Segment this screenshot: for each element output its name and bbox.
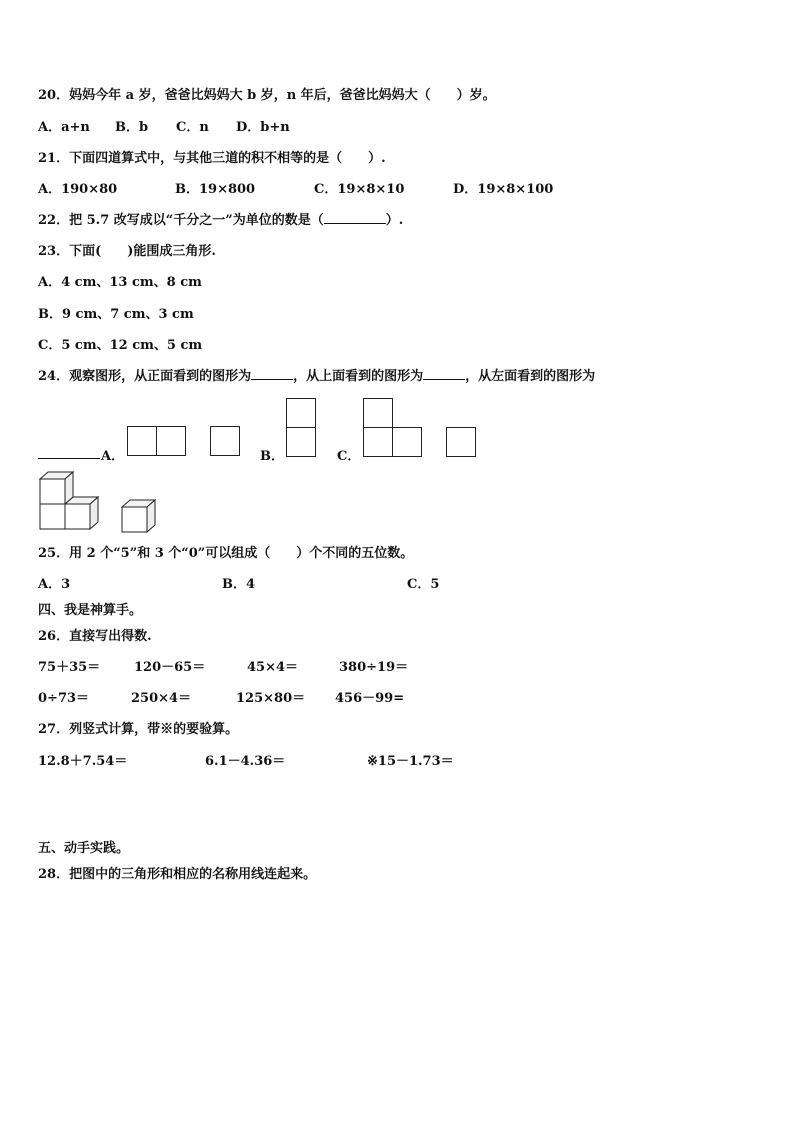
q23-option-a: A．4 cm、13 cm、8 cm [38, 275, 202, 290]
q26-r2-1: 0÷73＝ [38, 691, 90, 706]
q24-left-blank[interactable] [38, 446, 100, 459]
q20-option-b: B．b [115, 120, 149, 135]
q25-stem: 25．用 2 个“5”和 3 个“0”可以组成（ ）个不同的五位数。 [38, 546, 414, 561]
q26-r1-1: 75＋35＝ [38, 660, 101, 675]
q20-option-c: C．n [176, 120, 209, 135]
q21-option-c: C．19×8×10 [314, 182, 405, 197]
q25-option-b: B．4 [222, 577, 256, 592]
section-4-heading: 四、我是神算手。 [38, 603, 143, 618]
q22-answer-blank[interactable] [324, 211, 386, 224]
q24-single-cube-figure [120, 498, 160, 534]
q28-stem: 28．把图中的三角形和相应的名称用线连起来。 [38, 867, 317, 882]
q27-item-3: ※15－1.73＝ [367, 754, 454, 769]
q23-stem: 23．下面( )能围成三角形. [38, 244, 216, 259]
q26-r2-3: 125×80＝ [236, 691, 306, 706]
section-5-heading: 五、动手实践。 [38, 841, 130, 856]
q22-stem [38, 209, 403, 228]
q23-option-b: B．9 cm、7 cm、3 cm [38, 307, 194, 322]
q21-option-b: B．19×800 [175, 182, 256, 197]
q26-r1-3: 45×4＝ [247, 660, 299, 675]
q24-figure-a-one-square [210, 426, 240, 456]
q25-option-c: C．5 [407, 577, 440, 592]
q24-part1: 24．观察图形，从正面看到的图形为 [38, 369, 252, 384]
q25-option-a: A．3 [38, 577, 71, 592]
q26-r2-4: 456－99= [335, 691, 405, 706]
q26-r1-2: 120－65＝ [134, 660, 206, 675]
q22-stem-before: 22．把 5.7 改写成以“千分之一”为单位的数是（ [38, 213, 324, 228]
q24-stem [38, 365, 595, 384]
q20-option-d: D．b+n [236, 120, 290, 135]
q24-label-b: B． [260, 449, 284, 464]
q24-cube-stack-figure [38, 472, 108, 532]
q21-stem: 21．下面四道算式中，与其他三道的积不相等的是（ ）. [38, 151, 386, 166]
q27-item-2: 6.1－4.36＝ [205, 754, 286, 769]
q26-r1-4: 380÷19＝ [339, 660, 409, 675]
q26-stem: 26．直接写出得数. [38, 629, 152, 644]
q24-label-a: A． [101, 449, 125, 464]
q27-stem: 27．列竖式计算，带※的要验算。 [38, 722, 239, 737]
q24-figure-c-one-square [446, 427, 476, 457]
q23-option-c: C．5 cm、12 cm、5 cm [38, 338, 203, 353]
q21-option-d: D．19×8×100 [453, 182, 554, 197]
q27-item-1: 12.8＋7.54＝ [38, 754, 128, 769]
q24-front-blank[interactable] [251, 367, 293, 380]
q24-top-blank[interactable] [423, 367, 465, 380]
q24-part3: ，从左面看到的图形为 [465, 369, 596, 384]
q26-r2-2: 250×4＝ [131, 691, 192, 706]
q22-stem-after: ）. [385, 213, 404, 228]
q20-option-a: A．a+n [38, 120, 90, 135]
q21-option-a: A．190×80 [38, 182, 118, 197]
q24-part2: ，从上面看到的图形为 [293, 369, 424, 384]
q20-stem: 20．妈妈今年 a 岁，爸爸比妈妈大 b 岁，n 年后，爸爸比妈妈大（ ）岁。 [38, 88, 496, 103]
q24-label-c: C． [337, 449, 361, 464]
